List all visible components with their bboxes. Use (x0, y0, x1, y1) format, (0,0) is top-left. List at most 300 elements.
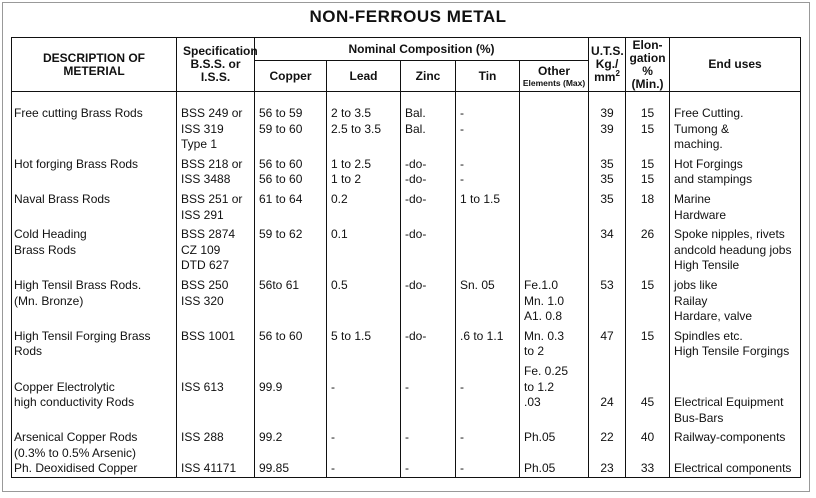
cell-line (405, 258, 455, 274)
cell-line: -do- (405, 328, 427, 343)
cell-line: Brass Rods (14, 242, 77, 257)
cell-line: BSS 249 or (181, 106, 243, 120)
cell-line: Bal. (405, 106, 426, 120)
cell-line: Mn. 1.0 (524, 293, 565, 308)
header-description: DESCRIPTION OF METERIAL (12, 38, 177, 92)
cell-line (259, 344, 326, 360)
cell-line: (Mn. Bronze) (14, 293, 84, 308)
cell-line: 15 (640, 106, 655, 120)
cell-line: - (331, 461, 335, 476)
cell-line: - (331, 379, 335, 394)
cell-line (626, 137, 669, 153)
cell-lead (327, 426, 401, 461)
cell-line: Marine (674, 191, 711, 206)
cell-line (331, 309, 400, 325)
cell-line (181, 395, 254, 411)
cell-end-uses (670, 188, 801, 223)
cell-specification (177, 461, 255, 477)
cell-line (460, 446, 519, 462)
cell-line (674, 380, 800, 396)
cell-end-uses (670, 461, 801, 477)
cell-tin (456, 360, 520, 426)
cell-line (331, 294, 400, 310)
cell-lead (327, 360, 401, 426)
cell-line (460, 208, 519, 224)
cell-line: - (460, 106, 464, 120)
cell-line (405, 208, 455, 224)
cell-line: Electrical Equipment (674, 395, 784, 410)
cell-line: Hot Forgings (674, 156, 743, 171)
cell-line: .03 (524, 395, 541, 410)
cell-end-uses (670, 153, 801, 188)
cell-description (12, 92, 177, 153)
cell-line (524, 258, 588, 274)
cell-end-uses (670, 426, 801, 461)
cell-line (460, 258, 519, 274)
cell-line: 15 (640, 172, 655, 187)
cell-line: -do- (405, 156, 427, 171)
cell-line: 59 to 62 (259, 227, 303, 242)
cell-line: BSS 2874 (181, 227, 236, 242)
cell-line: Ph. Deoxidised Copper (14, 461, 138, 476)
cell-line (405, 294, 455, 310)
cell-line (259, 364, 326, 380)
cell-zinc (401, 153, 456, 188)
cell-line: Arsenical Copper Rods (14, 430, 138, 445)
cell-line (331, 411, 400, 427)
cell-line: 15 (640, 121, 655, 136)
cell-description (12, 426, 177, 461)
cell-specification (177, 92, 255, 153)
cell-description (12, 223, 177, 274)
cell-line: Rods (14, 344, 43, 359)
cell-zinc (401, 325, 456, 360)
cell-line (259, 395, 326, 411)
cell-line (405, 446, 455, 462)
cell-description (12, 461, 177, 477)
cell-description (12, 360, 177, 426)
cell-line (331, 243, 400, 259)
table-row (12, 92, 801, 153)
cell-zinc (401, 274, 456, 325)
cell-line (460, 344, 519, 360)
cell-elongation (626, 461, 670, 477)
cell-line (14, 411, 176, 427)
cell-line: Free cutting Brass Rods (14, 106, 143, 120)
header-nominal-composition: Nominal Composition (%) (255, 38, 589, 61)
cell-line (259, 411, 326, 427)
cell-line: Bus-Bars (674, 410, 724, 425)
cell-line: high conductivity Rods (14, 395, 135, 410)
cell-line (331, 208, 400, 224)
cell-line: 39 (600, 106, 614, 120)
cell-line (460, 395, 519, 411)
header-tin: Tin (456, 61, 520, 92)
cell-line (460, 137, 519, 153)
cell-line: ISS 613 (181, 379, 224, 394)
cell-lead (327, 325, 401, 360)
cell-line (460, 309, 519, 325)
cell-end-uses (670, 223, 801, 274)
cell-line (405, 309, 455, 325)
table-row (12, 153, 801, 188)
cell-other (520, 360, 589, 426)
cell-line: - (405, 379, 409, 394)
cell-end-uses (670, 325, 801, 360)
cell-line (589, 411, 625, 427)
cell-line: 24 (600, 395, 614, 410)
cell-line: andcold headung jobs (674, 242, 792, 257)
cell-line (626, 364, 669, 380)
cell-line (259, 137, 326, 153)
cell-line: 45 (640, 395, 655, 410)
cell-line (14, 364, 176, 380)
cell-line: to 1.2 (524, 379, 555, 394)
cell-line (331, 137, 400, 153)
cell-line: Type 1 (181, 137, 218, 152)
cell-copper (255, 223, 327, 274)
cell-line: Ph.05 (524, 430, 556, 445)
cell-elongation (626, 188, 670, 223)
cell-line (589, 294, 625, 310)
cell-line: - (331, 430, 335, 445)
cell-elongation (626, 223, 670, 274)
cell-lead (327, 188, 401, 223)
cell-line: Electrical components (674, 461, 792, 476)
cell-line: 35 (600, 191, 614, 206)
cell-line: 40 (640, 430, 655, 445)
cell-line (331, 344, 400, 360)
cell-line: BSS 1001 (181, 328, 236, 343)
table-row (12, 274, 801, 325)
cell-tin (456, 188, 520, 223)
cell-uts (589, 274, 626, 325)
cell-line: to 2 (524, 344, 545, 359)
cell-line: ISS 319 (181, 121, 224, 136)
cell-line (626, 243, 669, 259)
cell-elongation (626, 92, 670, 153)
header-uts-sup: 2 (615, 69, 620, 78)
cell-line (331, 395, 400, 411)
cell-zinc (401, 461, 456, 477)
cell-line (460, 243, 519, 259)
cell-line (524, 446, 588, 462)
cell-line: -do- (405, 172, 427, 187)
cell-line: BSS 218 or (181, 156, 243, 171)
cell-uts (589, 188, 626, 223)
cell-uts (589, 461, 626, 477)
cell-line (259, 294, 326, 310)
header-uts (589, 38, 626, 92)
cell-line: 0.1 (331, 227, 348, 242)
cell-line (405, 344, 455, 360)
cell-line (524, 137, 588, 153)
cell-line (524, 227, 588, 243)
cell-line: -do- (405, 191, 427, 206)
cell-line (460, 227, 519, 243)
cell-line: Mn. 0.3 (524, 328, 565, 343)
cell-copper (255, 360, 327, 426)
cell-line: - (405, 461, 409, 476)
cell-line (259, 208, 326, 224)
cell-line (331, 364, 400, 380)
cell-line (460, 364, 519, 380)
cell-line (460, 411, 519, 427)
cell-line (14, 258, 176, 274)
cell-line: CZ 109 (181, 242, 221, 257)
cell-lead (327, 92, 401, 153)
cell-end-uses (670, 274, 801, 325)
cell-copper (255, 153, 327, 188)
cell-line (14, 208, 176, 224)
cell-line: - (460, 379, 464, 394)
cell-uts (589, 426, 626, 461)
table-body (12, 92, 801, 478)
cell-line (626, 380, 669, 396)
cell-line: BSS 250 (181, 277, 229, 292)
cell-line (405, 411, 455, 427)
cell-line (181, 411, 254, 427)
cell-line (331, 258, 400, 274)
cell-other (520, 274, 589, 325)
cell-line: -do- (405, 227, 427, 242)
cell-line: Copper Electrolytic (14, 379, 115, 394)
header-uts-label: U.T.S. Kg./ mm (591, 44, 624, 84)
cell-zinc (401, 426, 456, 461)
cell-line: A1. 0.8 (524, 309, 563, 324)
cell-line (626, 208, 669, 224)
cell-line (524, 172, 588, 188)
cell-copper (255, 325, 327, 360)
cell-line: 56 to 59 (259, 106, 303, 120)
cell-description (12, 325, 177, 360)
cell-line (524, 106, 588, 122)
cell-line: .6 to 1.1 (460, 328, 504, 343)
cell-line: 1 to 2 (331, 172, 362, 187)
cell-line: 99.2 (259, 430, 283, 445)
cell-line: High Tensil Brass Rods. (14, 277, 142, 292)
cell-line (589, 258, 625, 274)
cell-lead (327, 223, 401, 274)
cell-line (626, 446, 669, 462)
cell-line (14, 172, 176, 188)
cell-line: 15 (640, 277, 655, 292)
cell-uts (589, 360, 626, 426)
cell-elongation (626, 274, 670, 325)
cell-line (674, 446, 800, 462)
cell-line (181, 309, 254, 325)
cell-line (14, 309, 176, 325)
cell-line: 26 (640, 227, 655, 242)
cell-line (181, 344, 254, 360)
cell-line: Bal. (405, 121, 426, 136)
cell-line (331, 446, 400, 462)
cell-elongation (626, 426, 670, 461)
header-end-uses: End uses (670, 38, 801, 92)
cell-tin (456, 426, 520, 461)
cell-tin (456, 274, 520, 325)
cell-line: - (460, 461, 464, 476)
cell-zinc (401, 360, 456, 426)
cell-line: 2 to 3.5 (331, 106, 372, 120)
cell-specification (177, 360, 255, 426)
cell-line: Spindles etc. (674, 328, 743, 343)
cell-line (626, 344, 669, 360)
cell-line: Tumong & (674, 121, 729, 136)
cell-specification (177, 426, 255, 461)
cell-other (520, 461, 589, 477)
cell-specification (177, 274, 255, 325)
cell-specification (177, 153, 255, 188)
cell-line: - (460, 172, 464, 187)
header-copper: Copper (255, 61, 327, 92)
cell-line (181, 364, 254, 380)
cell-line: - (460, 156, 464, 171)
cell-line (14, 137, 176, 153)
header-other-label: Other (538, 63, 571, 78)
cell-line (259, 258, 326, 274)
cell-line: 35 (600, 156, 614, 171)
cell-line: 56 to 60 (259, 328, 303, 343)
cell-line: - (460, 430, 464, 445)
cell-line: 0.2 (331, 191, 348, 206)
cell-other (520, 325, 589, 360)
cell-line (524, 208, 588, 224)
cell-line: Fe. 0.25 (524, 363, 569, 378)
cell-line (589, 380, 625, 396)
cell-other (520, 188, 589, 223)
cell-line: 2.5 to 3.5 (331, 121, 382, 136)
cell-line: BSS 251 or (181, 191, 243, 206)
cell-line (524, 192, 588, 208)
cell-line: 56to 61 (259, 277, 300, 292)
cell-line (589, 208, 625, 224)
cell-uts (589, 153, 626, 188)
cell-line: Free Cutting. (674, 106, 744, 120)
cell-line (405, 137, 455, 153)
cell-zinc (401, 92, 456, 153)
cell-zinc (401, 223, 456, 274)
header-lead: Lead (327, 61, 401, 92)
cell-line: ISS 3488 (181, 172, 231, 187)
header-zinc: Zinc (401, 61, 456, 92)
cell-uts (589, 223, 626, 274)
cell-line: 59 to 60 (259, 121, 303, 136)
cell-tin (456, 153, 520, 188)
cell-line: jobs like (674, 277, 718, 292)
cell-line: 53 (600, 277, 614, 292)
cell-line: 33 (640, 461, 655, 476)
cell-line: Naval Brass Rods (14, 191, 111, 206)
cell-line: High Tensile Forgings (674, 344, 790, 359)
cell-line (405, 364, 455, 380)
cell-other (520, 223, 589, 274)
cell-line (460, 294, 519, 310)
header-other (520, 61, 589, 92)
table-row (12, 360, 801, 426)
cell-description (12, 274, 177, 325)
cell-elongation (626, 153, 670, 188)
cell-line: High Tensile (674, 258, 740, 273)
cell-end-uses (670, 360, 801, 426)
cell-line: 47 (600, 328, 614, 343)
cell-line: Hardware (674, 207, 727, 222)
cell-line: 23 (600, 461, 614, 476)
cell-line: 35 (600, 172, 614, 187)
cell-line (626, 309, 669, 325)
cell-line: ISS 288 (181, 430, 224, 445)
cell-line: Fe.1.0 (524, 277, 559, 292)
cell-elongation (626, 360, 670, 426)
cell-tin (456, 325, 520, 360)
cell-line: ISS 291 (181, 207, 224, 222)
cell-line: DTD 627 (181, 258, 230, 273)
cell-line (259, 446, 326, 462)
cell-copper (255, 426, 327, 461)
cell-line (259, 243, 326, 259)
cell-line: ISS 320 (181, 293, 224, 308)
cell-line: 99.9 (259, 379, 283, 394)
cell-line (524, 243, 588, 259)
cell-line (589, 344, 625, 360)
cell-tin (456, 461, 520, 477)
cell-other (520, 153, 589, 188)
cell-line (524, 122, 588, 138)
cell-line: 34 (600, 227, 614, 242)
cell-line: 56 to 60 (259, 156, 303, 171)
header-specification: Specification B.S.S. or I.S.S. (177, 38, 255, 92)
table-row (12, 325, 801, 360)
table-row (12, 426, 801, 461)
cell-end-uses (670, 92, 801, 153)
cell-copper (255, 274, 327, 325)
cell-line: Sn. 05 (460, 277, 495, 292)
cell-copper (255, 92, 327, 153)
cell-other (520, 426, 589, 461)
cell-line (626, 294, 669, 310)
cell-line: 39 (600, 121, 614, 136)
cell-line: Hot forging Brass Rods (14, 156, 139, 171)
cell-line: 56 to 60 (259, 172, 303, 187)
cell-specification (177, 325, 255, 360)
cell-line (674, 364, 800, 380)
cell-elongation (626, 325, 670, 360)
cell-line: maching. (674, 137, 723, 152)
cell-line: 22 (600, 430, 614, 445)
cell-line: 0.5 (331, 277, 348, 292)
cell-line: Railay (674, 293, 708, 308)
cell-tin (456, 92, 520, 153)
cell-line (589, 364, 625, 380)
cell-line: Hardare, valve (674, 309, 753, 324)
table-row (12, 461, 801, 477)
cell-line: Railway-components (674, 430, 786, 445)
cell-line: 15 (640, 328, 655, 343)
cell-specification (177, 188, 255, 223)
cell-line: 99.85 (259, 461, 290, 476)
cell-lead (327, 461, 401, 477)
cell-line (405, 395, 455, 411)
cell-line (626, 411, 669, 427)
cell-line: 5 to 1.5 (331, 328, 372, 343)
cell-other (520, 92, 589, 153)
cell-copper (255, 461, 327, 477)
cell-line (524, 411, 588, 427)
cell-line (589, 243, 625, 259)
cell-line: and stampings (674, 172, 753, 187)
table-row (12, 223, 801, 274)
non-ferrous-table (11, 37, 801, 478)
